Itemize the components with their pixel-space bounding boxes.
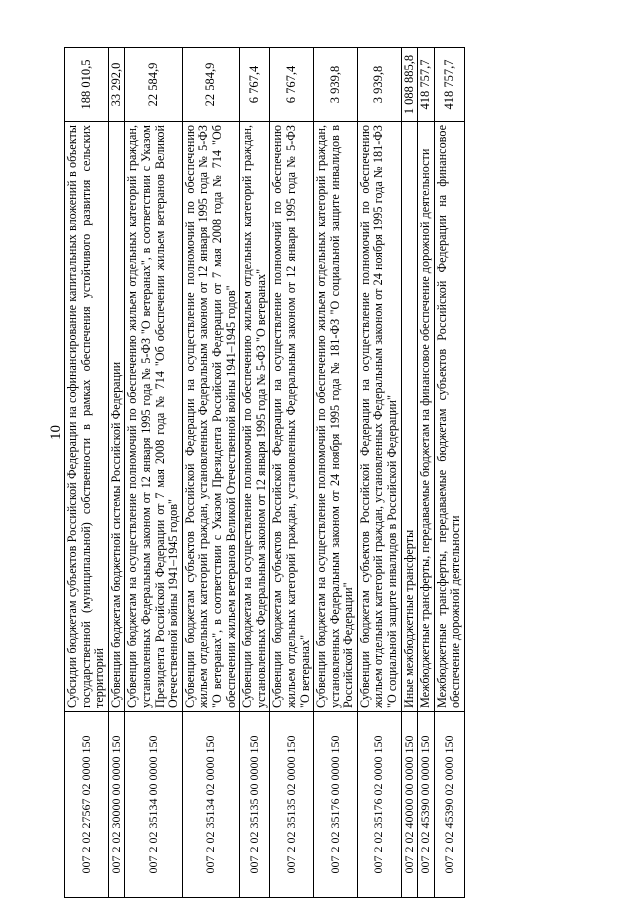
row-code-cell: 007 2 02 45390 00 0000 150 xyxy=(418,712,435,898)
table-row xyxy=(125,48,182,898)
row-name-cell: Субвенции бюджетам на осуществление полномочий по обеспечению жильем отдельных категорий граждан, установленных Федеральным законом от 12 января 1995 года № 5-ФЗ "О ветеранах", в соответствии с Указом Президента Российской Федерации от 7 мая 2008 года № 714 "Об обеспечении жильем ветеранов Великой Отечественной войны 1941–1945 годов" xyxy=(125,122,182,712)
row-name-cell: Субсидии бюджетам субъектов Российской Федерации на софинансирование капитальных вложений в объекты государственной (муниципальной) собственности в рамках обеспечения устойчивого развития сельских территорий xyxy=(65,122,109,712)
row-name-cell: Межбюджетные трансферты, передаваемые бюджетам субъектов Российской Федерации на финансовое обеспечение дорожной деятельности xyxy=(434,122,464,712)
row-name-cell: Межбюджетные трансферты, передаваемые бюджетам на финансовое обеспечение дорожной деятельности xyxy=(418,122,435,712)
row-amount-cell: 6 767,4 xyxy=(240,48,270,122)
row-amount-cell: 3 939,8 xyxy=(314,48,358,122)
page-number: 10 xyxy=(48,425,64,440)
row-code-cell: 007 2 02 30000 00 0000 150 xyxy=(108,712,125,898)
row-amount-cell: 33 292,0 xyxy=(108,48,125,122)
table-row xyxy=(401,48,418,898)
table-row xyxy=(65,48,109,898)
row-code-cell: 007 2 02 35176 00 0000 150 xyxy=(314,712,358,898)
rotated-page-content xyxy=(64,48,612,898)
table-row xyxy=(270,48,314,898)
row-code-cell: 007 2 02 35176 02 0000 150 xyxy=(357,712,401,898)
table-row xyxy=(357,48,401,898)
row-amount-cell: 418 757,7 xyxy=(434,48,464,122)
row-amount-cell: 22 584,9 xyxy=(182,48,239,122)
table-row xyxy=(434,48,464,898)
row-name-cell: Субвенции бюджетам на осуществление полномочий по обеспечению жильем отдельных категорий граждан, установленных Федеральным законом от 24 ноября 1995 года № 181-ФЗ "О социальной защите инвалидов в Российской Федерации" xyxy=(314,122,358,712)
row-amount-cell: 188 010,5 xyxy=(65,48,109,122)
row-code-cell: 007 2 02 35134 00 0000 150 xyxy=(125,712,182,898)
row-name-cell: Субвенции бюджетам на осуществление полномочий по обеспечению жильем отдельных категорий граждан, установленных Федеральным законом от 12 января 1995 года № 5-ФЗ "О ветеранах" xyxy=(240,122,270,712)
row-name-cell: Субвенции бюджетам бюджетной системы Российской Федерации xyxy=(108,122,125,712)
row-name-cell: Субвенции бюджетам субъектов Российской Федерации на осуществление полномочий по обеспечению жильем отдельных категорий граждан, установленных Федеральным законом от 24 ноября 1995 года № 181-ФЗ "О социальной защите инвалидов в Российской Федерации" xyxy=(357,122,401,712)
table-row xyxy=(314,48,358,898)
row-amount-cell: 418 757,7 xyxy=(418,48,435,122)
row-amount-cell: 1 088 885,8 xyxy=(401,48,418,122)
row-amount-cell: 22 584,9 xyxy=(125,48,182,122)
row-code-cell: 007 2 02 35135 00 0000 150 xyxy=(240,712,270,898)
row-code-cell: 007 2 02 45390 02 0000 150 xyxy=(434,712,464,898)
row-code-cell: 007 2 02 40000 00 0000 150 xyxy=(401,712,418,898)
table-body xyxy=(65,48,465,898)
table-row xyxy=(418,48,435,898)
row-name-cell: Иные межбюджетные трансферты xyxy=(401,122,418,712)
budget-revenue-table xyxy=(64,47,465,898)
row-name-cell: Субвенции бюджетам субъектов Российской Федерации на осуществление полномочий по обеспечению жильем отдельных категорий граждан, установленных Федеральным законом от 12 января 1995 года № 5-ФЗ "О ветеранах" xyxy=(270,122,314,712)
row-amount-cell: 6 767,4 xyxy=(270,48,314,122)
row-code-cell: 007 2 02 27567 02 0000 150 xyxy=(65,712,109,898)
table-row xyxy=(240,48,270,898)
row-amount-cell: 3 939,8 xyxy=(357,48,401,122)
row-code-cell: 007 2 02 35135 02 0000 150 xyxy=(270,712,314,898)
row-code-cell: 007 2 02 35134 02 0000 150 xyxy=(182,712,239,898)
table-row xyxy=(182,48,239,898)
table-row xyxy=(108,48,125,898)
row-name-cell: Субвенции бюджетам субъектов Российской Федерации на осуществление полномочий по обеспечению жильем отдельных категорий граждан, установленных Федеральным законом от 12 января 1995 года № 5-ФЗ "О ветеранах", в соответствии с Указом Президента Российской Федерации от 7 мая 2008 года № 714 "Об обеспечении жильем ветеранов Великой Отечественной войны 1941–1945 годов" xyxy=(182,122,239,712)
